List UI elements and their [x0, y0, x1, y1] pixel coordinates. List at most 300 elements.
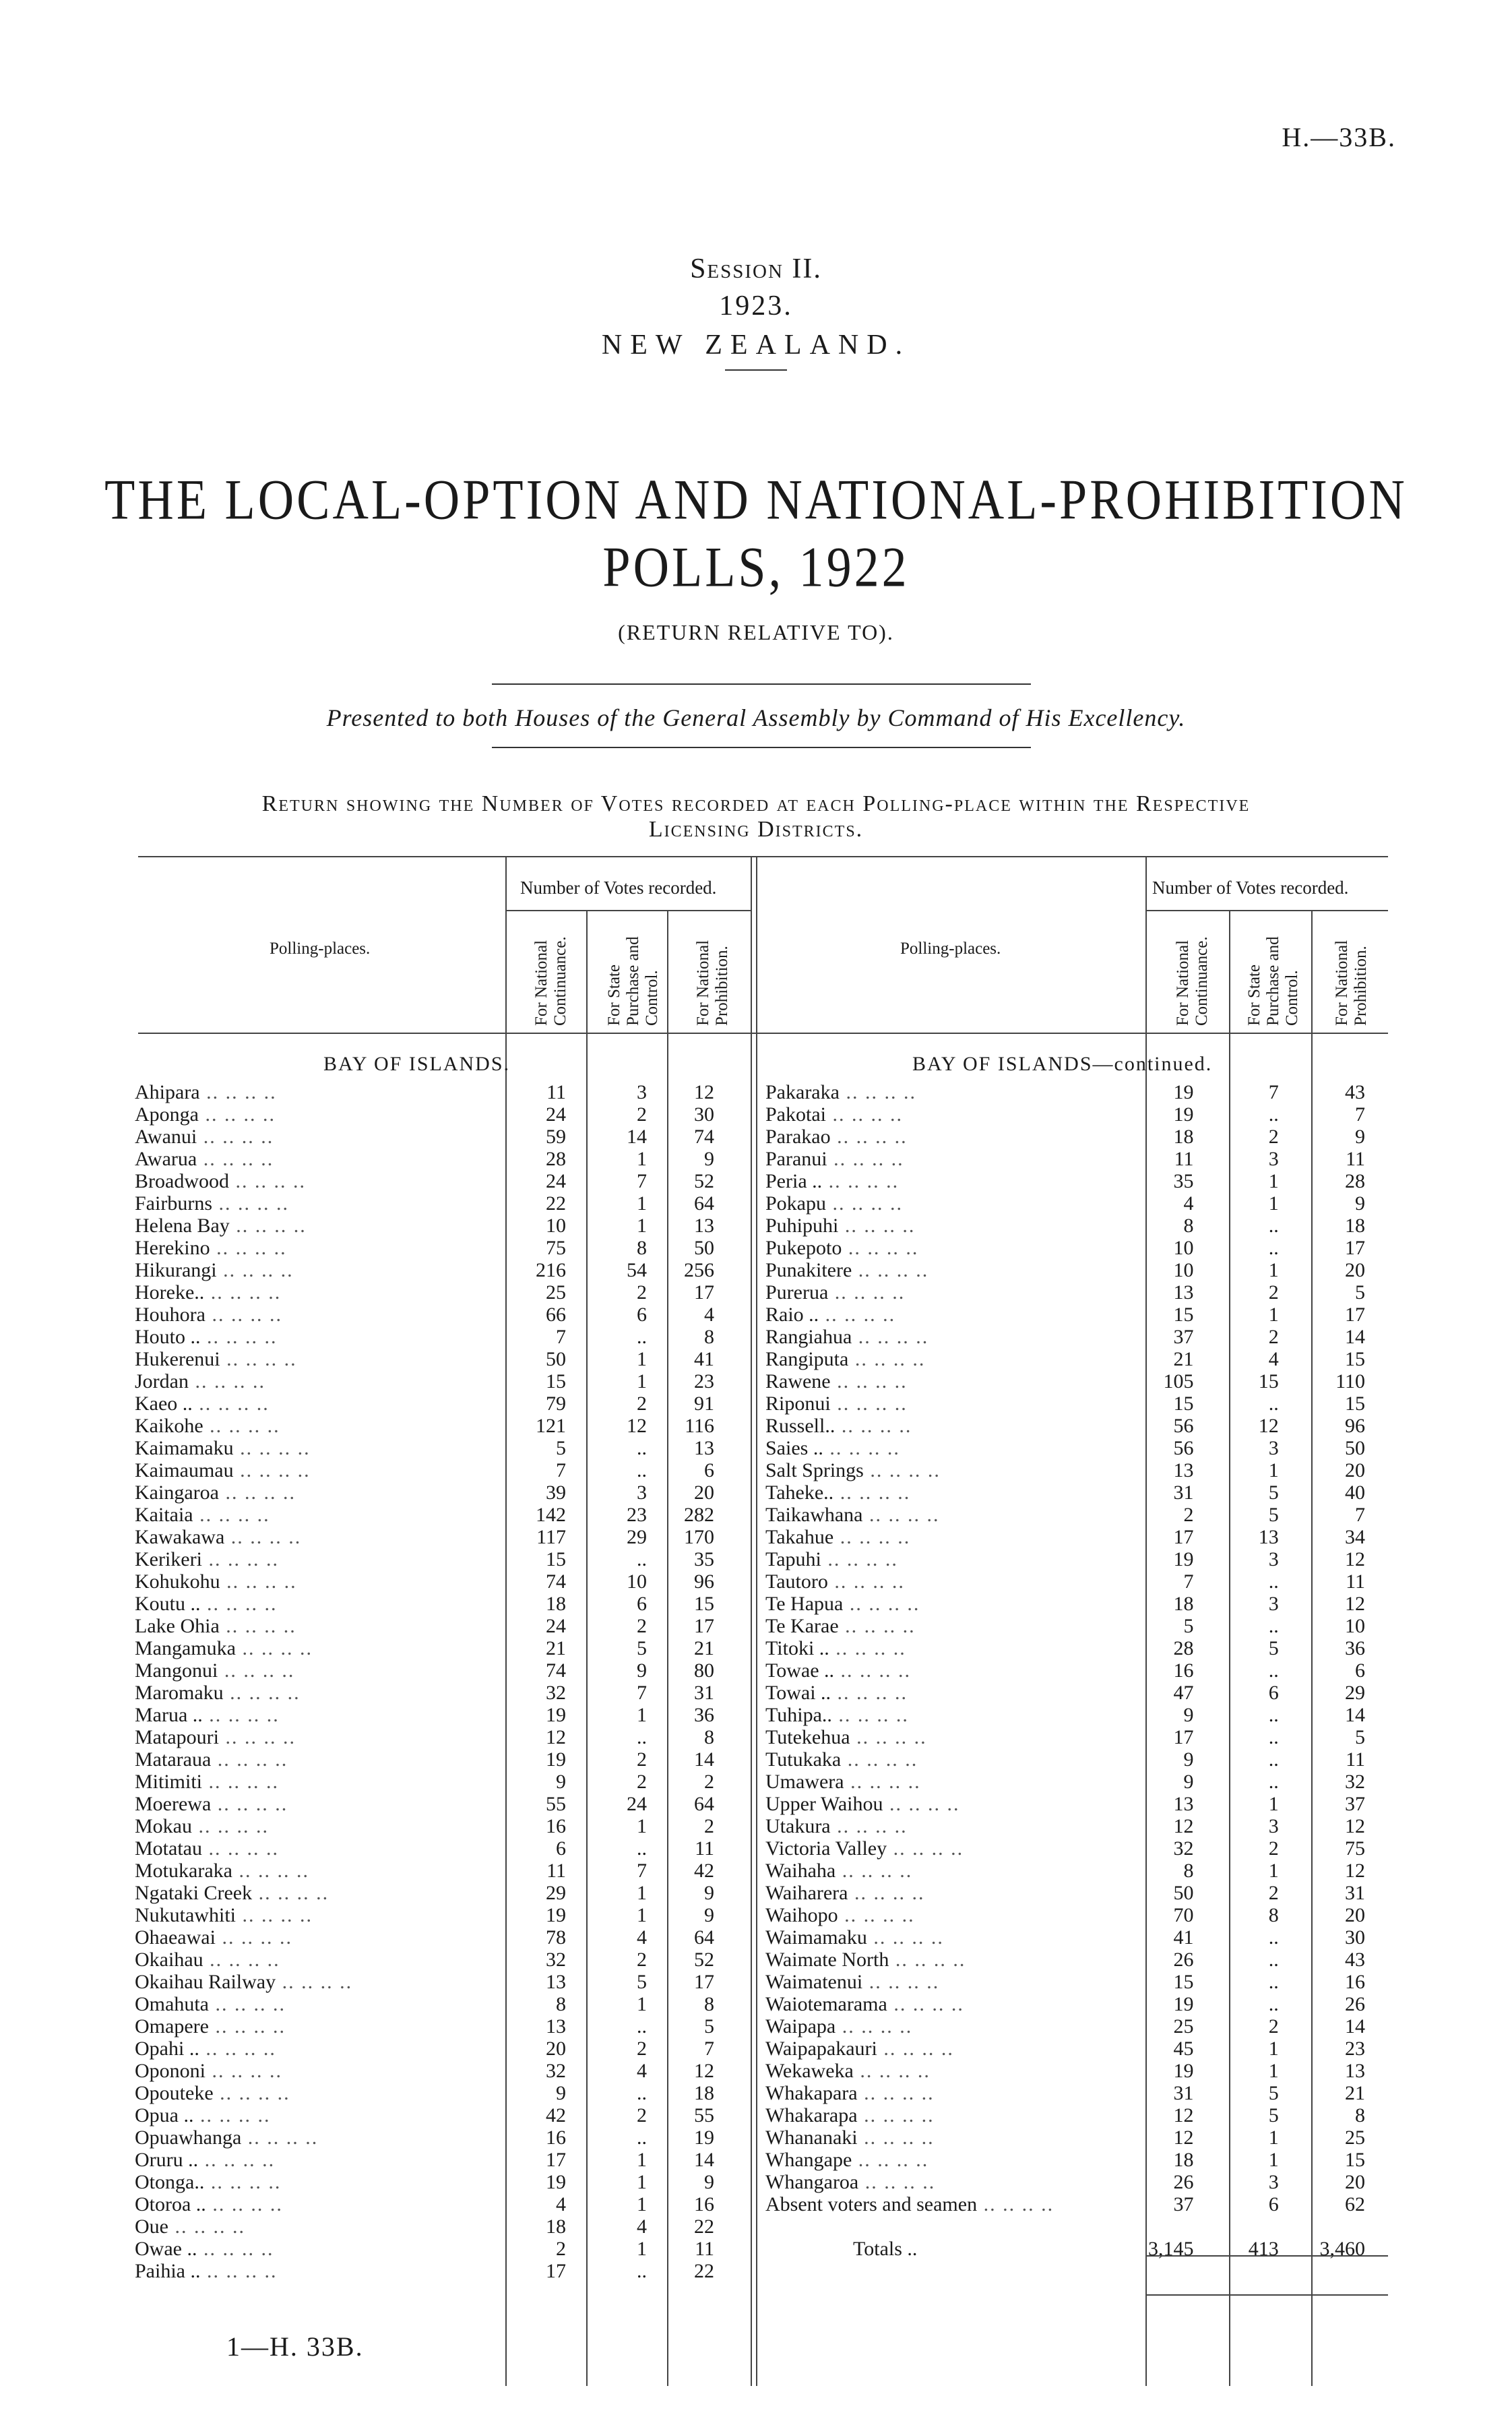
leader-dots: .. .. .. .. [197, 1148, 274, 1170]
national-prohibition-value: 31 [1345, 1882, 1365, 1904]
national-continuance-value: 17 [1173, 1526, 1194, 1548]
table-row [135, 1103, 721, 1126]
state-purchase-value: 15 [1258, 1370, 1279, 1392]
leader-dots: .. .. .. .. [827, 1570, 905, 1593]
national-prohibition-value: 43 [1345, 1081, 1365, 1103]
polling-place-name: Titoki .. .. .. .. .. [765, 1637, 906, 1659]
table-row [135, 2126, 721, 2149]
table-row [135, 1659, 721, 1682]
polling-place-name: Takahue .. .. .. .. [765, 1526, 911, 1548]
leader-dots: .. .. .. .. [211, 1793, 288, 1815]
state-purchase-value: 3 [637, 1481, 647, 1504]
polling-place-name: Hikurangi .. .. .. .. [135, 1259, 294, 1281]
table-row [135, 1415, 721, 1437]
leader-dots: .. .. .. .. [839, 1081, 916, 1103]
section-label-right: BAY OF ISLANDS—continued. [912, 1053, 1213, 1075]
polling-place-name: Ohaeawai .. .. .. .. [135, 1926, 292, 1949]
state-purchase-value: 2 [637, 1392, 647, 1415]
polling-place-name: Waihopo .. .. .. .. [765, 1904, 915, 1926]
state-purchase-value: 6 [1268, 1682, 1279, 1704]
leader-dots: .. .. .. .. [229, 1215, 307, 1237]
leader-dots: .. .. .. .. [218, 1659, 295, 1682]
leader-dots: .. .. .. .. [206, 2193, 283, 2215]
national-continuance-value: 35 [1173, 1170, 1194, 1192]
table-row [135, 1148, 721, 1170]
leader-dots: .. .. .. .. [857, 2126, 935, 2149]
state-purchase-value: 1 [1268, 2126, 1279, 2149]
national-prohibition-value: 34 [1345, 1526, 1365, 1548]
national-continuance-value: 17 [546, 2260, 566, 2282]
polling-place-name: Maromaku .. .. .. .. [135, 1682, 301, 1704]
state-purchase-value: 5 [637, 1971, 647, 1993]
national-continuance-value: 32 [546, 2060, 566, 2082]
polling-place-name: Wekaweka .. .. .. .. [765, 2060, 931, 2082]
leader-dots: .. .. .. .. [823, 1437, 900, 1459]
national-prohibition-value: 9 [704, 1882, 714, 1904]
leader-dots: .. .. .. .. [821, 1548, 898, 1570]
polling-place-name: Rangiahua .. .. .. .. [765, 1326, 929, 1348]
national-continuance-value: 19 [1173, 1103, 1194, 1126]
polling-place-name: Lake Ohia .. .. .. .. [135, 1615, 296, 1637]
state-purchase-value: 1 [1268, 2149, 1279, 2171]
polling-place-name: Whakapara .. .. .. .. [765, 2082, 935, 2104]
polling-place-name: Upper Waihou .. .. .. .. [765, 1793, 960, 1815]
table-row [765, 2060, 1372, 2082]
state-purchase-value: .. [637, 2126, 647, 2149]
national-continuance-value: 13 [1173, 1281, 1194, 1304]
polling-place-name: Whakarapa .. .. .. .. [765, 2104, 935, 2126]
state-purchase-value: 2 [1268, 1326, 1279, 1348]
national-prohibition-value: 12 [694, 2060, 714, 2082]
polling-place-name: Matapouri .. .. .. .. [135, 1726, 296, 1748]
state-purchase-value: 1 [637, 2238, 647, 2260]
national-continuance-value: 11 [1174, 1148, 1194, 1170]
state-purchase-value: 2 [637, 2104, 647, 2126]
leader-dots: .. .. .. .. [852, 2149, 929, 2171]
national-continuance-value: 18 [1173, 1593, 1194, 1615]
polling-place-name: Aponga .. .. .. .. [135, 1103, 276, 1126]
state-purchase-value: 1 [637, 1215, 647, 1237]
table-row [765, 1392, 1372, 1415]
polling-place-name: Opononi .. .. .. .. [135, 2060, 282, 2082]
polling-place-name: Te Karae .. .. .. .. [765, 1615, 916, 1637]
leader-dots: .. .. .. .. [193, 1504, 270, 1526]
leader-dots: .. .. .. .. [218, 1726, 296, 1748]
leader-dots: .. .. .. .. [887, 1837, 964, 1860]
polling-place-name: Opua .. .. .. .. .. [135, 2104, 271, 2126]
leader-dots: .. .. .. .. [850, 1726, 927, 1748]
leader-dots: .. .. .. .. [192, 1815, 269, 1837]
polling-place-name: Whangape .. .. .. .. [765, 2149, 929, 2171]
state-purchase-value: 3 [637, 1081, 647, 1103]
polling-place-name: Peria .. .. .. .. .. [765, 1170, 900, 1192]
document-subtitle: (RETURN RELATIVE TO). [618, 620, 894, 644]
national-continuance-value: 50 [1173, 1882, 1194, 1904]
leader-dots: .. .. .. .. [822, 1170, 900, 1192]
table-row [135, 2238, 721, 2260]
table-row [135, 1237, 721, 1259]
national-continuance-value: 9 [1183, 1771, 1194, 1793]
leader-dots: .. .. .. .. [838, 1615, 916, 1637]
state-purchase-value: 1 [637, 1882, 647, 1904]
leader-dots: .. .. .. .. [203, 1415, 280, 1437]
national-prohibition-value: 11 [1346, 1748, 1365, 1771]
table-row [765, 1615, 1372, 1637]
state-purchase-value: 2 [637, 1615, 647, 1637]
national-prohibition-value: 50 [1345, 1437, 1365, 1459]
table-row [765, 2082, 1372, 2104]
table-row [765, 1504, 1372, 1526]
national-continuance-value: 12 [546, 1726, 566, 1748]
table-row [765, 1215, 1372, 1237]
table-row [135, 1348, 721, 1370]
leader-dots: .. .. .. .. [168, 2215, 245, 2238]
national-continuance-value: 29 [546, 1882, 566, 1904]
leader-dots: .. .. .. .. [836, 1860, 913, 1882]
table-row [765, 1126, 1372, 1148]
leader-dots: .. .. .. .. [819, 1304, 896, 1326]
leader-dots: .. .. .. .. [835, 1415, 912, 1437]
state-purchase-value: 9 [637, 1659, 647, 1682]
table-row [765, 1949, 1372, 1971]
state-purchase-value: 3 [1268, 2171, 1279, 2193]
national-prohibition-value: 6 [704, 1459, 714, 1481]
national-prohibition-value: 32 [1345, 1771, 1365, 1793]
national-prohibition-value: 21 [1345, 2082, 1365, 2104]
national-prohibition-value: 7 [1355, 1504, 1365, 1526]
national-continuance-value: 19 [1173, 1993, 1194, 2015]
national-prohibition-value: 16 [694, 2193, 714, 2215]
state-purchase-value: .. [1268, 1704, 1279, 1726]
national-continuance-value: 11 [546, 1860, 566, 1882]
national-continuance-value: 26 [1173, 2171, 1194, 2193]
state-purchase-value: 1 [637, 1815, 647, 1837]
state-purchase-value: 2 [1268, 1126, 1279, 1148]
table-row [135, 2015, 721, 2038]
national-continuance-value: 25 [1173, 2015, 1194, 2038]
table-row [765, 1081, 1372, 1103]
national-prohibition-value: 256 [684, 1259, 714, 1281]
table-row [765, 1570, 1372, 1593]
national-continuance-value: 18 [1173, 2149, 1194, 2171]
state-purchase-value: 2 [1268, 2015, 1279, 2038]
leader-dots: .. .. .. .. [830, 1370, 908, 1392]
table-row [135, 1637, 721, 1659]
national-continuance-value: 5 [1183, 1615, 1194, 1637]
table-row [765, 1837, 1372, 1860]
state-purchase-value: .. [637, 1459, 647, 1481]
table-row [765, 2015, 1372, 2038]
table-row [135, 1259, 721, 1281]
national-prohibition-value: 11 [1346, 1570, 1365, 1593]
national-prohibition-value: 75 [1345, 1837, 1365, 1860]
polling-place-name: Salt Springs .. .. .. .. [765, 1459, 941, 1481]
table-row [765, 2193, 1372, 2215]
table-row [135, 2104, 721, 2126]
national-continuance-value: 7 [556, 1326, 566, 1348]
session-year: 1923. [719, 290, 793, 321]
state-purchase-value: 2 [637, 1748, 647, 1771]
national-continuance-value: 37 [1173, 1326, 1194, 1348]
leader-dots: .. .. .. .. [205, 1304, 282, 1326]
document-title-line1: THE LOCAL-OPTION AND NATIONAL-PROHIBITION [104, 468, 1408, 532]
national-prohibition-value: 11 [1346, 1148, 1365, 1170]
national-prohibition-value: 116 [685, 1415, 714, 1437]
leader-dots: .. .. .. .. [204, 2171, 282, 2193]
leader-dots: .. .. .. .. [852, 1326, 929, 1348]
state-purchase-value: 2 [637, 1103, 647, 1126]
state-purchase-value: 54 [627, 1259, 647, 1281]
state-purchase-value: 24 [627, 1793, 647, 1815]
leader-dots: .. .. .. .. [201, 1548, 279, 1570]
state-purchase-value: 2 [637, 1281, 647, 1304]
state-purchase-value: .. [637, 1726, 647, 1748]
leader-dots: .. .. .. .. [210, 1237, 287, 1259]
state-purchase-value: 6 [637, 1304, 647, 1326]
national-prohibition-value: 12 [1345, 1548, 1365, 1570]
polling-place-name: Opuawhanga .. .. .. .. [135, 2126, 319, 2149]
state-purchase-value: .. [637, 1326, 647, 1348]
national-continuance-value: 2 [556, 2238, 566, 2260]
national-continuance-value: 13 [1173, 1459, 1194, 1481]
leader-dots: .. .. .. .. [212, 1192, 289, 1215]
table-row [135, 1615, 721, 1637]
state-purchase-value: 1 [1268, 1459, 1279, 1481]
national-continuance-value: 142 [536, 1504, 566, 1526]
national-prohibition-value: 282 [684, 1504, 714, 1526]
table-row [135, 1593, 721, 1615]
document-reference: H.—33B. [1282, 122, 1396, 152]
table-row [765, 1793, 1372, 1815]
leader-dots: .. .. .. .. [200, 2260, 278, 2282]
leader-dots: .. .. .. .. [843, 1593, 920, 1615]
table-row [765, 1882, 1372, 1904]
leader-dots: .. .. .. .. [883, 1793, 960, 1815]
table-row [765, 2149, 1372, 2171]
table-row [765, 1459, 1372, 1481]
polling-place-name: Raio .. .. .. .. .. [765, 1304, 896, 1326]
national-prohibition-value: 4 [704, 1304, 714, 1326]
col-state-purchase-header-right: For State Purchase and Control. [1245, 936, 1301, 1026]
national-prohibition-value: 16 [1345, 1971, 1365, 1993]
national-continuance-value: 56 [1173, 1437, 1194, 1459]
national-continuance-value: 32 [546, 1682, 566, 1704]
national-continuance-value: 20 [546, 2038, 566, 2060]
national-prohibition-value: 11 [695, 1837, 714, 1860]
national-prohibition-value: 2 [704, 1815, 714, 1837]
national-continuance-value: 19 [546, 2171, 566, 2193]
polling-place-name: Whananaki .. .. .. .. [765, 2126, 935, 2149]
national-continuance-value: 16 [546, 2126, 566, 2149]
left-polling-table [135, 1081, 721, 2282]
leader-dots: .. .. .. .. [841, 1748, 918, 1771]
leader-dots: .. .. .. .. [857, 2082, 935, 2104]
table-row [135, 1682, 721, 1704]
table-row [135, 2215, 721, 2238]
national-continuance-value: 105 [1163, 1370, 1194, 1392]
state-purchase-value: 7 [1268, 1081, 1279, 1103]
national-continuance-value: 2 [1183, 1504, 1194, 1526]
leader-dots: .. .. .. .. [233, 1437, 311, 1459]
national-prohibition-value: 7 [1355, 1103, 1365, 1126]
state-purchase-value: 3 [1268, 1815, 1279, 1837]
national-prohibition-value: 41 [694, 1348, 714, 1370]
table-row [765, 2171, 1372, 2193]
polling-place-name: Waimate North .. .. .. .. [765, 1949, 966, 1971]
state-purchase-value: .. [1268, 1771, 1279, 1793]
national-continuance-value: 37 [1173, 2193, 1194, 2215]
leader-dots: .. .. .. .. [848, 1348, 926, 1370]
table-row [135, 1170, 721, 1192]
national-continuance-value: 31 [1173, 2082, 1194, 2104]
table-row [135, 1949, 721, 1971]
table-row [765, 1593, 1372, 1615]
polling-place-name: Parakao .. .. .. .. [765, 1126, 908, 1148]
polling-place-name: Moerewa .. .. .. .. [135, 1793, 288, 1815]
national-continuance-value: 32 [1173, 1837, 1194, 1860]
national-prohibition-value: 12 [694, 1081, 714, 1103]
leader-dots: .. .. .. .. [215, 1926, 292, 1949]
polling-place-name: Omapere .. .. .. .. [135, 2015, 286, 2038]
national-prohibition-value: 64 [694, 1926, 714, 1949]
national-continuance-value: 10 [1173, 1259, 1194, 1281]
leader-dots: .. .. .. .. [199, 2038, 276, 2060]
leader-dots: .. .. .. .. [232, 1860, 309, 1882]
leader-dots: .. .. .. .. [830, 1815, 908, 1837]
state-purchase-value: 2 [637, 1949, 647, 1971]
table-row [765, 1659, 1372, 1682]
leader-dots: .. .. .. .. [853, 2060, 931, 2082]
table-row [765, 1637, 1372, 1659]
polling-place-name: Rawene .. .. .. .. [765, 1370, 908, 1392]
national-prohibition-value: 9 [1355, 1126, 1365, 1148]
leader-dots: .. .. .. .. [200, 1326, 278, 1348]
polling-place-name: Mataraua .. .. .. .. [135, 1748, 288, 1771]
leader-dots: .. .. .. .. [858, 2171, 936, 2193]
national-prohibition-value: 110 [1335, 1370, 1365, 1392]
table-row [765, 1993, 1372, 2015]
national-continuance-value: 12 [1173, 2126, 1194, 2149]
table-row [765, 1170, 1372, 1192]
polling-place-name: Tutekehua .. .. .. .. [765, 1726, 927, 1748]
national-continuance-value: 216 [536, 1259, 566, 1281]
polling-place-name: Omahuta .. .. .. .. [135, 1993, 286, 2015]
polling-place-name: Kaingaroa .. .. .. .. [135, 1481, 296, 1504]
polling-place-name: Tapuhi .. .. .. .. [765, 1548, 898, 1570]
national-continuance-value: 15 [546, 1548, 566, 1570]
state-purchase-value: 7 [637, 1682, 647, 1704]
national-continuance-value: 8 [1183, 1215, 1194, 1237]
table-row [135, 1281, 721, 1304]
country-label: NEW ZEALAND. [601, 330, 911, 361]
state-purchase-value: .. [1268, 1659, 1279, 1682]
table-row [765, 1326, 1372, 1348]
leader-dots: .. .. .. .. [199, 1081, 277, 1103]
leader-dots: .. .. .. .. [848, 1882, 925, 1904]
leader-dots: .. .. .. .. [197, 2238, 274, 2260]
total-national-prohibition: 3,460 [1319, 2238, 1365, 2260]
table-row [135, 1815, 721, 1837]
polling-places-header-right: Polling-places. [900, 940, 1001, 958]
national-continuance-value: 9 [1183, 1748, 1194, 1771]
table-row [135, 1926, 721, 1949]
polling-place-name: Kaimaumau .. .. .. .. [135, 1459, 311, 1481]
table-row [765, 1281, 1372, 1304]
state-purchase-value: .. [1268, 1570, 1279, 1593]
table-row [135, 1882, 721, 1904]
table-row [765, 1926, 1372, 1949]
state-purchase-value: .. [1268, 1726, 1279, 1748]
state-purchase-value: .. [1268, 1615, 1279, 1637]
leader-dots: .. .. .. .. [200, 1593, 278, 1615]
state-purchase-value: 1 [637, 1370, 647, 1392]
polling-place-name: Waimatenui .. .. .. .. [765, 1971, 940, 1993]
polling-place-name: Awanui .. .. .. .. [135, 1126, 274, 1148]
leader-dots: .. .. .. .. [857, 2104, 935, 2126]
polling-place-name: Pukepoto .. .. .. .. [765, 1237, 919, 1259]
national-continuance-value: 12 [1173, 1815, 1194, 1837]
polling-place-name: Otonga.. .. .. .. .. [135, 2171, 282, 2193]
national-prohibition-value: 55 [694, 2104, 714, 2126]
state-purchase-value: 1 [637, 1192, 647, 1215]
national-prohibition-value: 15 [1345, 1392, 1365, 1415]
national-continuance-value: 12 [1173, 2104, 1194, 2126]
national-prohibition-value: 20 [694, 1481, 714, 1504]
polling-place-name: Puhipuhi .. .. .. .. [765, 1215, 916, 1237]
national-continuance-value: 9 [556, 1771, 566, 1793]
state-purchase-value: .. [637, 1548, 647, 1570]
polling-place-name: Hukerenui .. .. .. .. [135, 1348, 297, 1370]
table-row [135, 2171, 721, 2193]
national-continuance-value: 9 [556, 2082, 566, 2104]
state-purchase-value: .. [1268, 1971, 1279, 1993]
national-continuance-value: 22 [546, 1192, 566, 1215]
national-continuance-value: 6 [556, 1837, 566, 1860]
national-continuance-value: 15 [1173, 1971, 1194, 1993]
polling-place-name: Okaihau Railway .. .. .. .. [135, 1971, 353, 1993]
state-purchase-value: .. [1268, 1237, 1279, 1259]
table-row [765, 1304, 1372, 1326]
table-row [765, 1481, 1372, 1504]
leader-dots: .. .. .. .. [830, 1126, 908, 1148]
leader-dots: .. .. .. .. [198, 2149, 276, 2171]
polling-place-name: Awarua .. .. .. .. [135, 1148, 274, 1170]
polling-place-name: Tutukaka .. .. .. .. [765, 1748, 918, 1771]
national-prohibition-value: 13 [1345, 2060, 1365, 2082]
national-prohibition-value: 12 [1345, 1860, 1365, 1882]
polling-place-name: Absent voters and seamen .. .. .. .. [765, 2193, 1054, 2215]
polling-place-name: Mangonui .. .. .. .. [135, 1659, 295, 1682]
polling-place-name: Towai .. .. .. .. .. [765, 1682, 908, 1704]
polling-place-name: Victoria Valley .. .. .. .. [765, 1837, 964, 1860]
leader-dots: .. .. .. .. [862, 1971, 940, 1993]
leader-dots: .. .. .. .. [203, 1949, 280, 1971]
polling-place-name: Ngataki Creek .. .. .. .. [135, 1882, 329, 1904]
table-row [135, 2082, 721, 2104]
national-continuance-value: 11 [546, 1081, 566, 1103]
national-prohibition-value: 23 [694, 1370, 714, 1392]
state-purchase-value: 12 [627, 1415, 647, 1437]
table-row [135, 1726, 721, 1748]
leader-dots: .. .. .. .. [831, 1704, 909, 1726]
table-row [765, 1259, 1372, 1281]
polling-place-name: Taheke.. .. .. .. .. [765, 1481, 911, 1504]
leader-dots: .. .. .. .. [197, 1126, 274, 1148]
national-prohibition-value: 15 [694, 1593, 714, 1615]
national-prohibition-value: 8 [704, 1326, 714, 1348]
state-purchase-value: 1 [637, 2149, 647, 2171]
state-purchase-value: 1 [1268, 1170, 1279, 1192]
